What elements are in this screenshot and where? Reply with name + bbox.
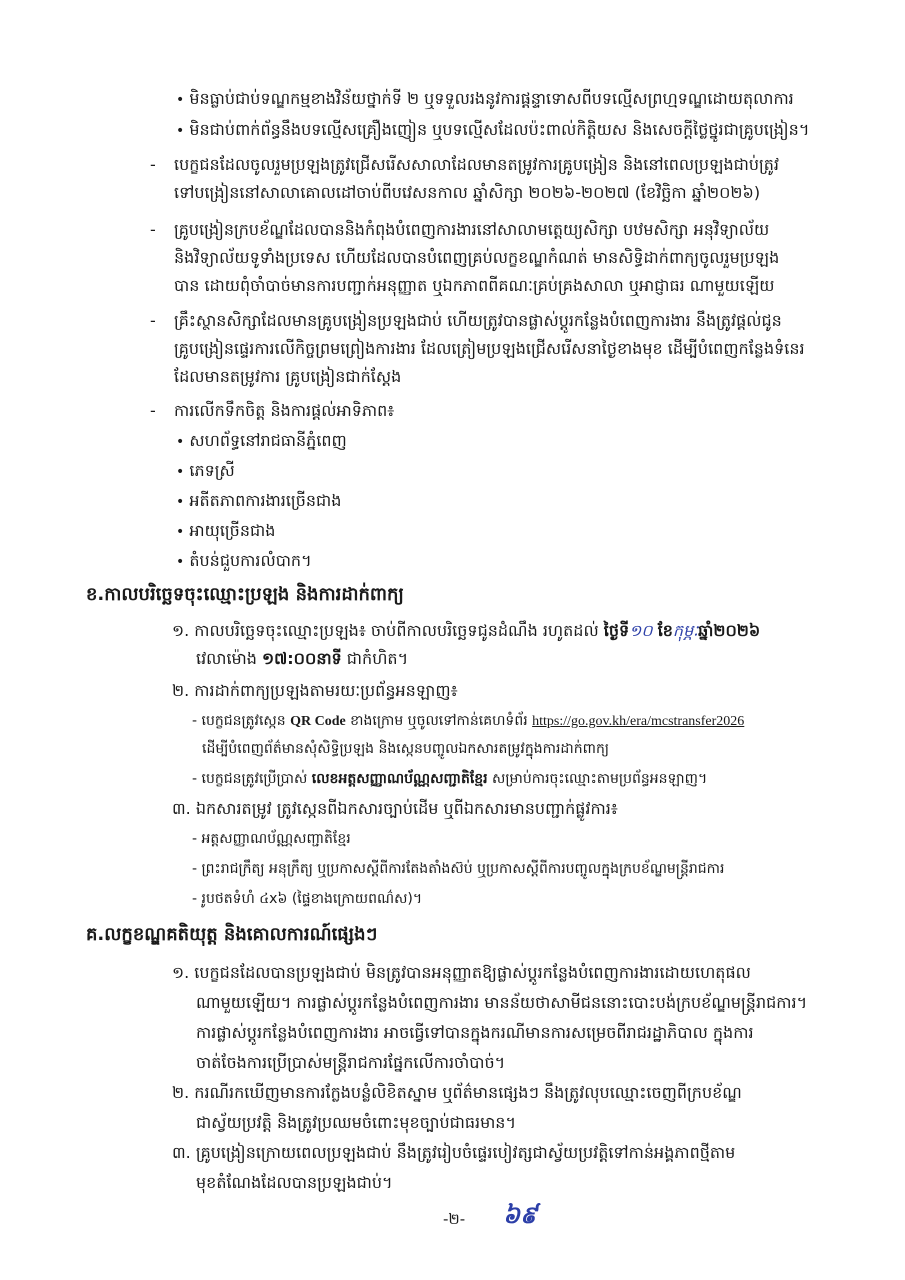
- numbered-item-cont: ការផ្លាស់ប្តូរកន្លែងបំពេញការងារ អាចធ្វើទៅបានក្នុងករណីមានការសម្រេចពីរាជរដ្ឋាភិបាល ក្នុងការ: [196, 1023, 754, 1042]
- numbered-item: ២. ករណីរកឃើញមានការក្លែងបន្លំលិខិតស្នាម ឬព័ត៌មានផ្សេងៗ នឹងត្រូវលុបឈ្មោះចេញពីក្របខ័ណ្ឌ: [172, 1083, 742, 1102]
- paragraph-line: ទៅបង្រៀននៅសាលាគោលដៅចាប់ពីបវេសនកាល ឆ្នាំសិក្សា ២០២៦-២០២៧ (ខែវិច្ឆិកា ឆ្នាំ២០២៦): [174, 183, 761, 202]
- bullet-icon: •: [176, 92, 185, 108]
- bullet-item: • មិនជាប់ពាក់ព័ន្ធនឹងបទល្មើសគ្រឿងញៀន ឬបទល្មើសដែលប៉ះពាល់កិត្តិយស និងសេចក្តីថ្លៃថ្នូរជាគ្រូបង្រៀន។: [176, 120, 810, 139]
- sub-item-cont: ដើម្បីបំពេញព័ត៌មានសុំសិទ្ធិប្រឡង និងស្កេនបញ្ចូលឯកសារតម្រូវក្នុងការដាក់ពាក្យ: [202, 741, 610, 757]
- paragraph-line: បេក្ខជនដែលចូលរួមប្រឡងត្រូវជ្រើសរើសសាលាដែលមានតម្រូវការគ្រូបង្រៀន និងនៅពេលប្រឡងជាប់ត្រូវ: [174, 155, 780, 174]
- sub-item: - រូបថតទំហំ ៤x៦ (ផ្ទៃខាងក្រោយពណ៌ស)។: [192, 891, 423, 907]
- section-heading: គ.លក្ខខណ្ឌគតិយុត្ត និងគោលការណ៍ផ្សេងៗ: [86, 924, 378, 945]
- numbered-item: ១. កាលបរិច្ឆេទចុះឈ្មោះប្រឡង៖ ចាប់ពីកាលបរិច្ឆេទជូនដំណឹង រហូតដល់ ថ្ងៃទី១០ ខែកុម្ភៈឆ្នាំ២០២៦: [172, 621, 761, 640]
- bullet-icon: •: [176, 123, 185, 139]
- paragraph-line: ការលើកទឹកចិត្ត និងការផ្តល់អាទិភាព៖: [174, 401, 395, 420]
- dash-marker: -: [150, 155, 156, 174]
- paragraph-line: និងវិទ្យាល័យទូទាំងប្រទេស ហើយដែលបានបំពេញគ្រប់លក្ខខណ្ឌកំណត់ មានសិទ្ធិដាក់ពាក្យចូលរួមប្រឡង: [174, 248, 780, 267]
- page-number: -២-: [443, 1210, 466, 1228]
- bullet-icon: •: [176, 554, 185, 570]
- sub-item: - បេក្ខជនត្រូវស្កេន QR Code ខាងក្រោម ឬចូលទៅកាន់គេហទំព័រ https://go.gov.kh/era/mcstransfer2026: [192, 713, 745, 729]
- bullet-item: • មិនធ្លាប់ជាប់ទណ្ឌកម្មខាងវិន័យថ្នាក់ទី ២ ឬទទួលរងនូវការផ្តន្ទាទោសពីបទល្មើសព្រហ្មទណ្ឌដោយតុលាការ: [176, 89, 794, 108]
- sub-item: - ព្រះរាជក្រឹត្យ អនុក្រឹត្យ ឬប្រកាសស្តីពីការតែងតាំងស៊ប់ ឬប្រកាសស្តីពីការបញ្ចូលក្នុងក្របខ័ណ្ឌមន្ត្រីរាជការ: [192, 861, 725, 877]
- sub-item: - បេក្ខជនត្រូវប្រើប្រាស់ លេខអត្តសញ្ញាណប័ណ្ណសញ្ជាតិខ្មែរ សម្រាប់ការចុះឈ្មោះតាមប្រព័ន្ធអនឡាញ។: [192, 771, 708, 787]
- handwritten-day: ១០: [629, 621, 653, 640]
- bullet-icon: •: [176, 494, 185, 510]
- paragraph-line: បាន ដោយពុំចាំបាច់មានការបញ្ជាក់អនុញ្ញាត ឬឯកភាពពីគណៈគ្រប់គ្រងសាលា ឬអាជ្ញាធរ ណាមួយឡើយ: [174, 276, 775, 295]
- handwritten-page-number: ៦៩: [503, 1201, 537, 1229]
- paragraph-line: គ្រូបង្រៀនផ្ទេរការលើកិច្ចព្រមព្រៀងការងារ ដែលត្រៀមប្រឡងជ្រើសរើសនាថ្ងៃខាងមុខ ដើម្បីបំពេញកន្លែងទំនេរ: [174, 339, 805, 358]
- numbered-item: ៣. គ្រូបង្រៀនក្រោយពេលប្រឡងជាប់ នឹងត្រូវរៀបចំផ្ទេរបៀវត្សជាស្វ័យប្រវត្តិទៅកាន់អង្គភាពថ្មីតាម: [172, 1143, 736, 1162]
- dash-marker: -: [150, 220, 156, 239]
- numbered-item-cont: ជាស្វ័យប្រវត្តិ និងត្រូវប្រឈមចំពោះមុខច្បាប់ជាធរមាន។: [196, 1113, 517, 1132]
- numbered-item-cont: ចាត់ចែងការប្រើប្រាស់មន្ត្រីរាជការផ្នែកលើការចាំបាច់។: [196, 1053, 506, 1072]
- paragraph-line: គ្រឹះស្ថានសិក្សាដែលមានគ្រូបង្រៀនប្រឡងជាប់ ហើយត្រូវបានផ្លាស់ប្តូរកន្លែងបំពេញការងារ នឹងត្រូវផ្តល់ជូន: [174, 311, 782, 330]
- paragraph-line: គ្រូបង្រៀនក្របខ័ណ្ឌដែលបាននិងកំពុងបំពេញការងារនៅសាលាមត្តេយ្យសិក្សា បឋមសិក្សា អនុវិទ្យាល័យ: [174, 220, 770, 239]
- priority-item: • សហព័ទ្ធនៅរាជធានីភ្នំពេញ: [176, 431, 347, 450]
- bullet-icon: •: [176, 464, 185, 480]
- handwritten-month: កុម្ភៈ: [672, 621, 699, 640]
- numbered-item-cont: វេលាម៉ោង ១៧:០០នាទី ជាកំហិត។: [196, 649, 409, 668]
- numbered-item: ៣. ឯកសារតម្រូវ ត្រូវស្កេនពីឯកសារច្បាប់ដើម ឬពីឯកសារមានបញ្ជាក់ផ្លូវការ៖: [172, 799, 618, 818]
- priority-item: • អាយុច្រើនជាង: [176, 521, 276, 540]
- paragraph-line: ដែលមានតម្រូវការ គ្រូបង្រៀនជាក់ស្តែង: [174, 367, 402, 386]
- bullet-icon: •: [176, 524, 185, 540]
- dash-marker: -: [150, 401, 156, 420]
- section-heading: ខ.កាលបរិច្ឆេទចុះឈ្មោះប្រឡង និងការដាក់ពាក្យ: [86, 584, 404, 605]
- registration-link[interactable]: https://go.gov.kh/era/mcstransfer2026: [532, 714, 745, 729]
- priority-item: • តំបន់ជួបការលំបាក។: [176, 551, 312, 570]
- numbered-item: ២. ការដាក់ពាក្យប្រឡងតាមរយៈប្រព័ន្ធអនឡាញ៖: [172, 681, 458, 700]
- numbered-item-cont: មុខតំណែងដែលបានប្រឡងជាប់។: [196, 1173, 393, 1192]
- numbered-item: ១. បេក្ខជនដែលបានប្រឡងជាប់ មិនត្រូវបានអនុញ្ញាតឱ្យផ្លាស់ប្តូរកន្លែងបំពេញការងារដោយហេតុផល: [172, 963, 751, 982]
- priority-item: • ភេទស្រី: [176, 461, 235, 480]
- priority-item: • អតីតភាពការងារច្រើនជាង: [176, 491, 342, 510]
- numbered-item-cont: ណាមួយឡើយ។ ការផ្លាស់ប្តូរកន្លែងបំពេញការងារ មានន័យថាសាមីជននោះបោះបង់ក្របខ័ណ្ឌមន្ត្រីរាជការ។: [196, 993, 808, 1012]
- bullet-icon: •: [176, 434, 185, 450]
- sub-item: - អត្តសញ្ញាណប័ណ្ណសញ្ជាតិខ្មែរ: [192, 831, 351, 847]
- dash-marker: -: [150, 311, 156, 330]
